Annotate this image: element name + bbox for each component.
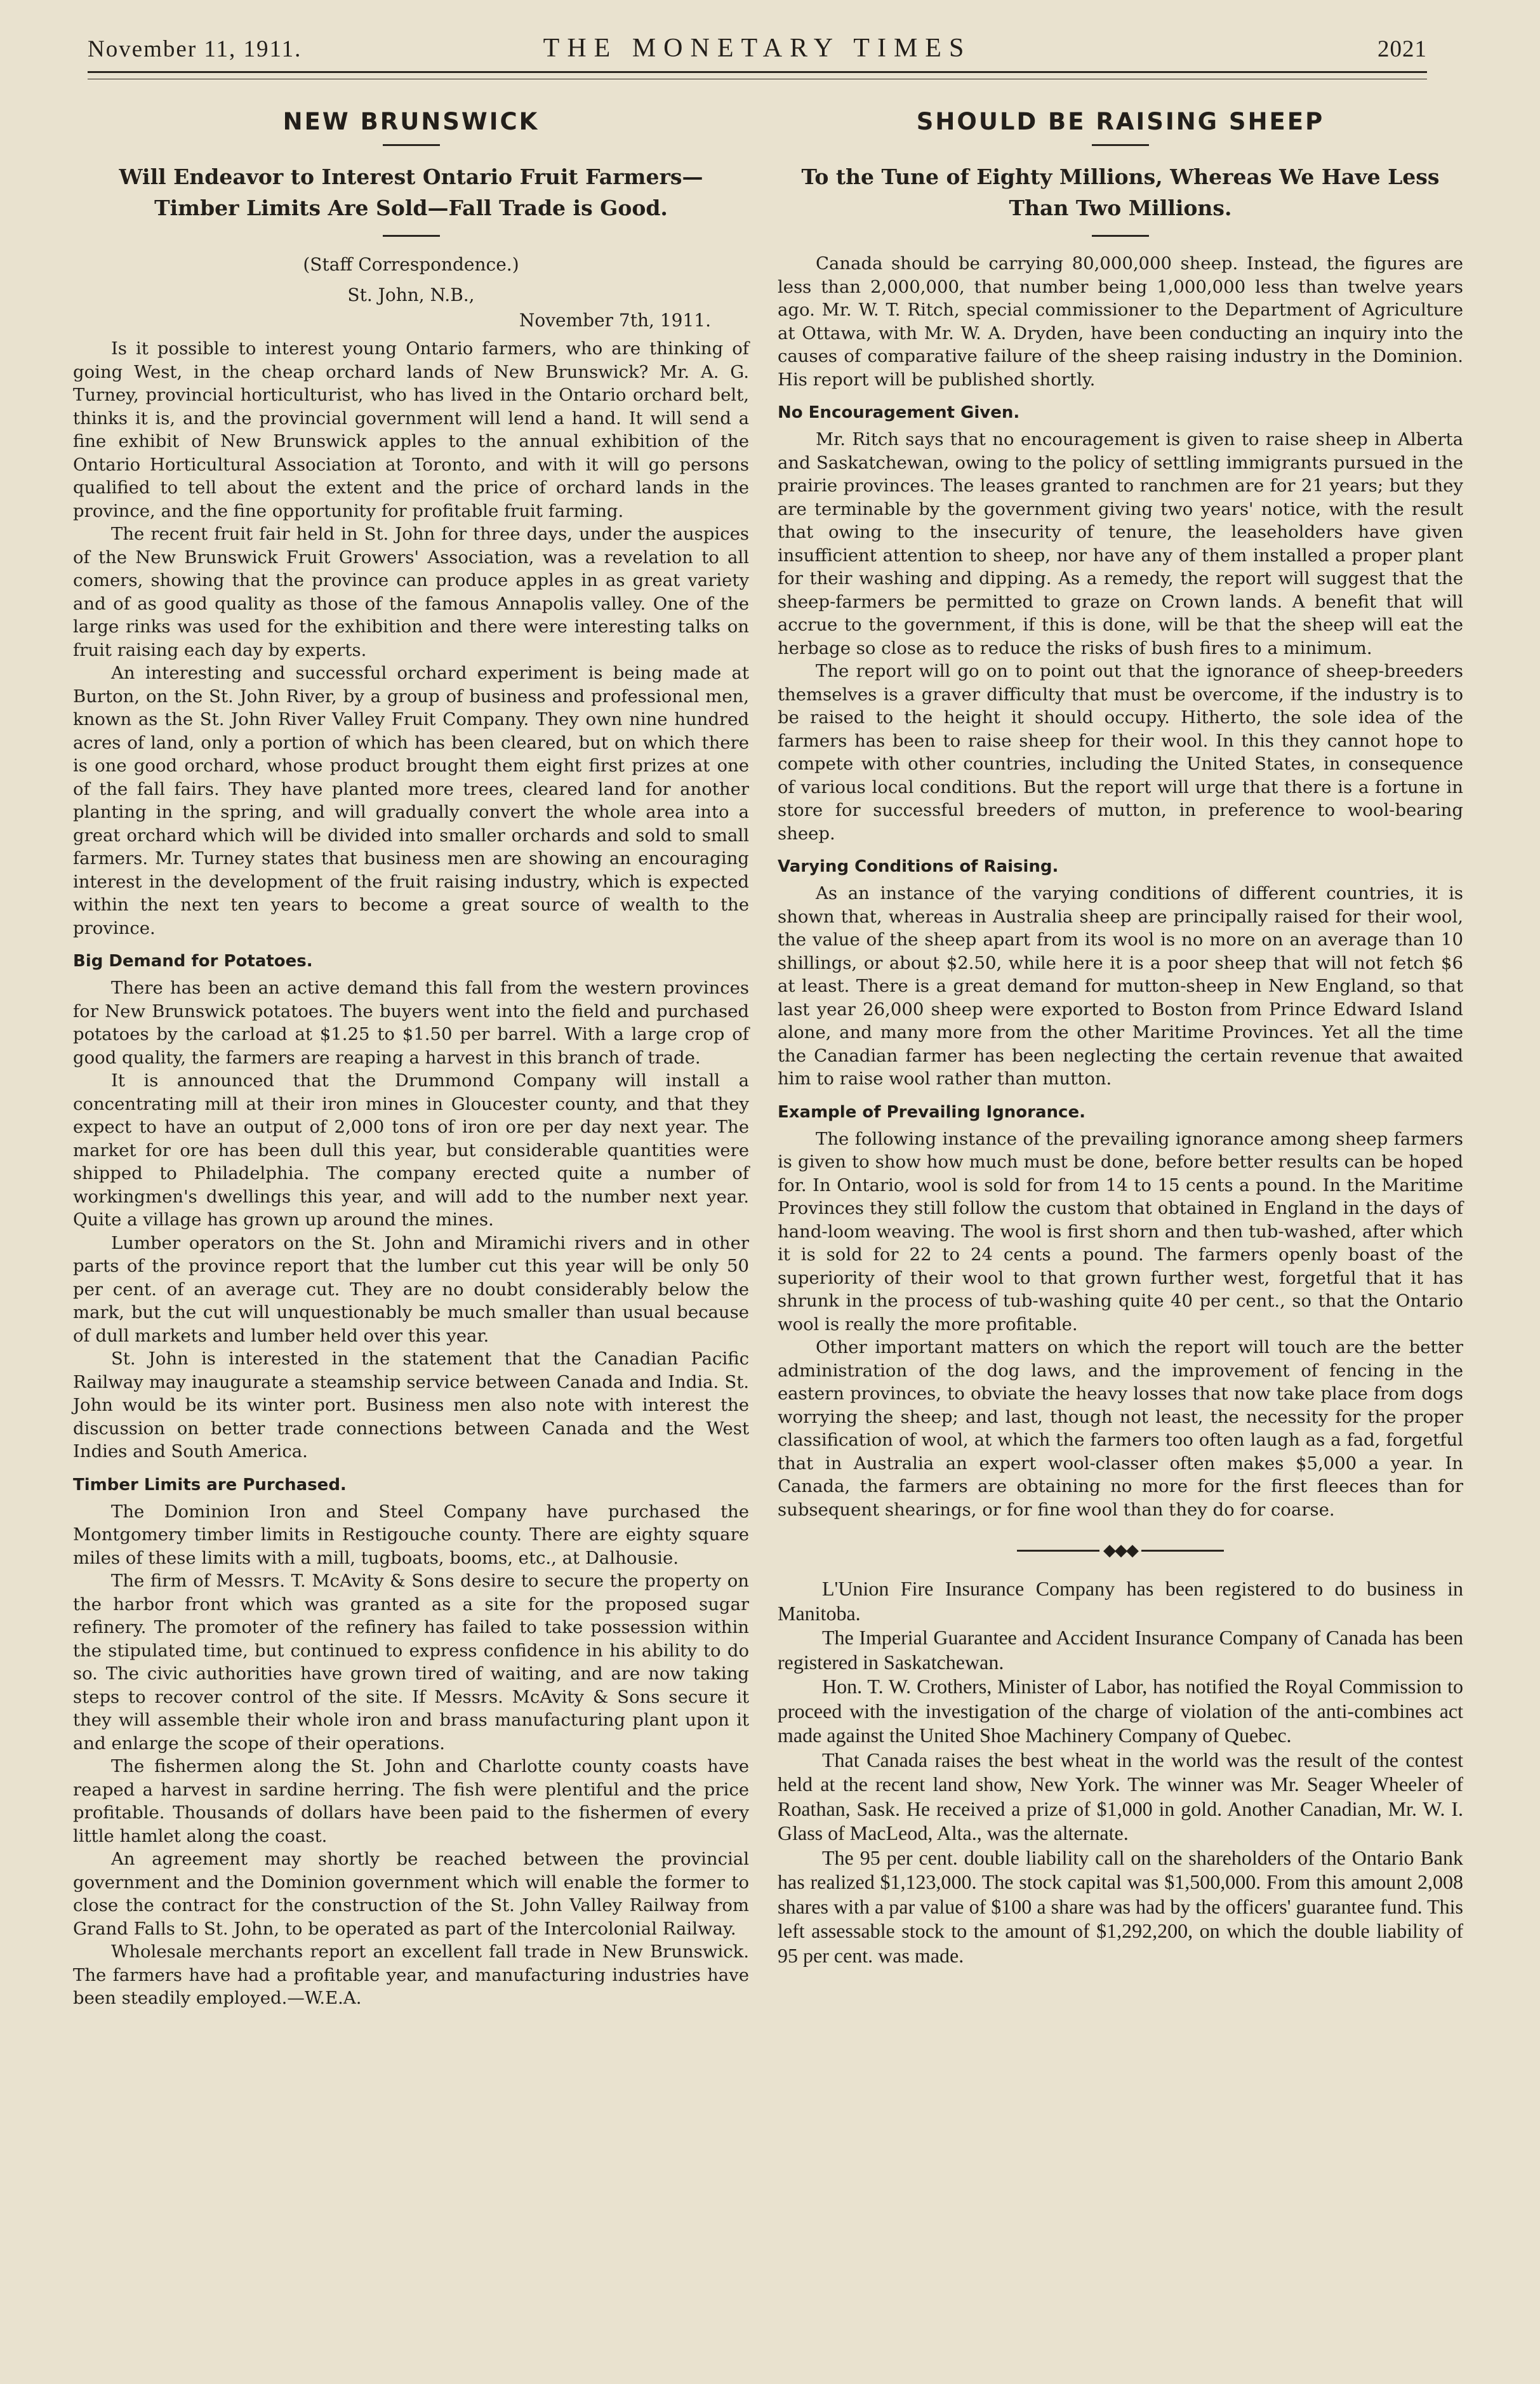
paragraph: The report will go on to point out that the ignorance of sheep-breeders themselves is a graver difficulty that must be overcome, if the industry is to be raised to the height it should occupy. Hitherto, the sole idea of the farmers has been to raise sheep for their wool. In this they cannot hope to compete with other countries, including the United States, in consequence of various local conditions. But the report will urge that there is a fortune in store for successful breeders of mutton, in preference to wool-bearing sheep. [778,661,1463,844]
subheading-varying: Varying Conditions of Raising. [778,857,1059,876]
ornament-line [1141,1550,1224,1552]
news-note: Hon. T. W. Crothers, Minister of Labor, has notified the Royal Commission to proceed with the investigation of the charge of violation of the anti-combines act made against the United Shoe Machinery Company of Quebec. [778,1675,1463,1747]
paragraph: There has been an active demand this fall from the western provinces for New Brunswick potatoes. The buyers went into the field and purchased potatoes by the carload at $1.25 to $1.50 per barrel. With a large crop of good quality, the farmers are reaping a harvest in this branch of trade. [73,978,749,1068]
paragraph: Wholesale merchants report an excellent fall trade in New Brunswick. The farmers have had a profitable year, and manufacturing industries have been steadily employed.—W.E.A. [73,1941,749,2008]
article-heading-sheep: SHOULD BE RAISING SHEEP [916,108,1325,135]
left-column [73,102,749,2010]
subheading-potatoes: Big Demand for Potatoes. [73,952,313,971]
article-heading-new-brunswick: NEW BRUNSWICK [282,108,540,135]
heading-rule [1092,144,1149,146]
news-note: That Canada raises the best wheat in the world was the result of the contest held at the recent land show, New York. The winner was Mr. Seager Wheeler of Roathan, Sask. He received a prize of $1,000 in gold. Another Canadian, Mr. W. I. Glass of MacLeod, Alta., was the alternate. [778,1748,1463,1844]
article-deck: Will Endeavor to Interest Ontario Fruit Farmers—Timber Limits Are Sold—Fall Trade is Good. [119,164,703,220]
paragraph: The recent fruit fair held in St. John for three days, under the auspices of the New Brunswick Fruit Growers' Association, was a revelation to all comers, showing that the province can produce apples in as great variety and of as good quality as those of the famous Annapolis valley. One of the large rinks was used for the exhibition and there were interesting talks on fruit raising each day by experts. [73,524,749,660]
paragraph: An interesting and successful orchard experiment is being made at Burton, on the St. John River, by a group of business and professional men, known as the St. John River Valley Fruit Company. They own nine hundred acres of land, only a portion of which has been cleared, but on which there is one good orchard, whose product brought them eight first prizes at one of the fall fairs. They have planted more trees, cleared land for another planting in the spring, and will gradually convert the whole area into a great orchard which will be divided into smaller orchards and sold to small farmers. Mr. Turney states that business men are showing an encouraging interest in the development of the fruit raising industry, which is expected within the next ten years to become a great source of wealth to the province. [73,663,749,938]
deck-rule [1092,235,1149,237]
issue-date: November 11, 1911. [88,36,302,62]
byline: (Staff Correspondence.) [303,254,519,275]
paragraph: The Dominion Iron and Steel Company have purchased the Montgomery timber limits in Restigouche county. There are eighty square miles of these limits with a mill, tugboats, booms, etc., at Dalhousie. [73,1501,749,1568]
news-note: The Imperial Guarantee and Accident Insurance Company of Canada has been registered in Saskatchewan. [778,1626,1463,1674]
deck-rule [383,235,440,237]
dateline-place: St. John, N.B., [347,284,475,305]
news-note: L'Union Fire Insurance Company has been registered to do business in Manitoba. [778,1577,1463,1625]
subheading-timber: Timber Limits are Purchased. [73,1475,347,1495]
paragraph: It is announced that the Drummond Company will install a concentrating mill at their iron mines in Gloucester county, and that they expect to have an output of 2,000 tons of iron ore per day next year. The market for ore has been dull this year, but considerable quantities were shipped to Philadelphia. The company erected quite a number of workingmen's dwellings this year, and will add to the number next year. Quite a village has grown up around the mines. [73,1070,749,1230]
paragraph: The fishermen along the St. John and Charlotte county coasts have reaped a harvest in sardine herring. The fish were plentiful and the price profitable. Thousands of dollars have been paid to the fishermen of every little hamlet along the coast. [73,1756,749,1846]
subheading-ignorance: Example of Prevailing Ignorance. [778,1102,1085,1122]
paragraph: As an instance of the varying conditions of different countries, it is shown that, whereas in Australia sheep are principally raised for their wool, the value of the sheep apart from its wool is no more on an average than 10 shillings, or about $2.50, while here it is a poor sheep that will not fetch $6 at least. There is a great demand for mutton-sheep in New England, so that last year 26,000 sheep were exported to Boston from Prince Edward Island alone, and many more from the other Maritime Provinces. Yet all the time the Canadian farmer has been neglecting the certain revenue that awaited him to raise wool rather than mutton. [778,883,1463,1089]
article-deck: To the Tune of Eighty Millions, Whereas We Have Less Than Two Millions. [801,164,1440,220]
paragraph: Is it possible to interest young Ontario farmers, who are thinking of going West, in the cheap orchard lands of New Brunswick? Mr. A. G. Turney, provincial horticulturist, who has lived in the Ontario orchard belt, thinks it is, and the provincial government will lend a hand. It will send a fine exhibit of New Brunswick apples to the annual exhibition of the Ontario Horticultural Association at Toronto, and with it will go persons qualified to tell about the extent and the price of orchard lands in the province, and the fine opportunity for profitable fruit farming. [73,338,749,521]
news-note: The 95 per cent. double liability call on the shareholders of the Ontario Bank has realized $1,123,000. The stock capital was $1,500,000. From this amount 2,008 shares with a par value of $100 a share was had by the officers' guarantee fund. This left assessable stock to the amount of $1,292,200, on which the double liability of 95 per cent. was made. [778,1846,1463,1967]
header-rule [88,71,1427,73]
publication-title: THE MONETARY TIMES [543,34,972,63]
paragraph: Mr. Ritch says that no encouragement is given to raise sheep in Alberta and Saskatchewan, owing to the policy of settling immigrants pursued in the prairie provinces. The leases granted to ranchmen are for 21 years; but they are terminable by the government giving two years' notice, with the result that owing to the insecurity of tenure, the leaseholders have given insufficient attention to sheep, nor have any of them installed a proper plant for their washing and dipping. As a remedy, the report will suggest that the sheep-farmers be permitted to graze on Crown lands. A benefit that will accrue to the government, if this is done, will be that the sheep will eat the herbage so close as to reduce the risks of bush fires to a minimum. [778,429,1463,658]
right-column [778,102,1463,1968]
paragraph: The following instance of the prevailing ignorance among sheep farmers is given to show how much must be done, before better results can be hoped for. In Ontario, wool is sold for from 14 to 15 cents a pound. In the Maritime Provinces they still follow the custom that obtained in England in the days of hand-loom weaving. The wool is first shorn and then tub-washed, after which it is sold for 22 to 24 cents a pound. The farmers openly boast of the superiority of their wool to that grown further west, forgetful that it has shrunk in the process of tub-washing quite 40 per cent., so that the Ontario wool is really the more profitable. [778,1128,1463,1335]
running-head [88,30,1427,69]
paragraph: Other important matters on which the report will touch are the better administration of the dog laws, and the improvement of fencing in the eastern provinces, to obviate the heavy losses that now take place from dogs worrying the sheep; and last, though not least, the necessity for the proper classification of wool, at which the farmers too often laugh as a fad, forgetful that in Australia an expert wool-classer often makes $5,000 a year. In Canada, the farmers are obtaining no more for the first fleeces than for subsequent shearings, or for fine wool than they do for coarse. [778,1337,1463,1520]
paragraph: Canada should be carrying 80,000,000 sheep. Instead, the figures are less than 2,000,000, that number being 1,000,000 less than twelve years ago. Mr. W. T. Ritch, special commissioner to the Department of Agriculture at Ottawa, with Mr. W. A. Dryden, have been conducting an inquiry into the causes of comparative failure of the sheep raising industry in the Dominion. His report will be published shortly. [778,253,1463,390]
heading-rule [383,144,440,146]
page-number: 2021 [1377,36,1427,62]
paragraph: The firm of Messrs. T. McAvity & Sons desire to secure the property on the harbor front which was granted as a site for the proposed sugar refinery. The promoter of the refinery has failed to take possession within the stipulated time, but continued to express confidence in his ability to do so. The civic authorities have grown tired of waiting, and are now taking steps to recover control of the site. If Messrs. McAvity & Sons secure it they will assemble their whole iron and brass manufacturing plant upon it and enlarge the scope of their operations. [73,1571,749,1754]
ornament-diamond-icon: ◆◆◆ [1103,1541,1138,1560]
dateline-date: November 7th, 1911. [519,310,711,331]
paragraph: Lumber operators on the St. John and Miramichi rivers and in other parts of the province report that the lumber cut this year will be only 50 per cent. of an average cut. They are no doubt considerably below the mark, but the cut will unquestionably be much smaller than usual because of dull markets and lumber held over this year. [73,1232,749,1346]
section-ornament [778,1540,1463,1560]
paragraph: St. John is interested in the statement that the Canadian Pacific Railway may inaugurate a steamship service between Canada and India. St. John would be its winter port. Business men also note with interest the discussion on better trade connections between Canada and the West Indies and South America. [73,1348,749,1462]
paragraph: An agreement may shortly be reached between the provincial government and the Dominion government which will enable the former to close the contract for the construction of the St. John Valley Railway from Grand Falls to St. John, to be operated as part of the Intercolonial Railway. [73,1849,749,1939]
subheading-encouragement: No Encouragement Given. [778,403,1020,422]
ornament-line [1017,1550,1099,1552]
